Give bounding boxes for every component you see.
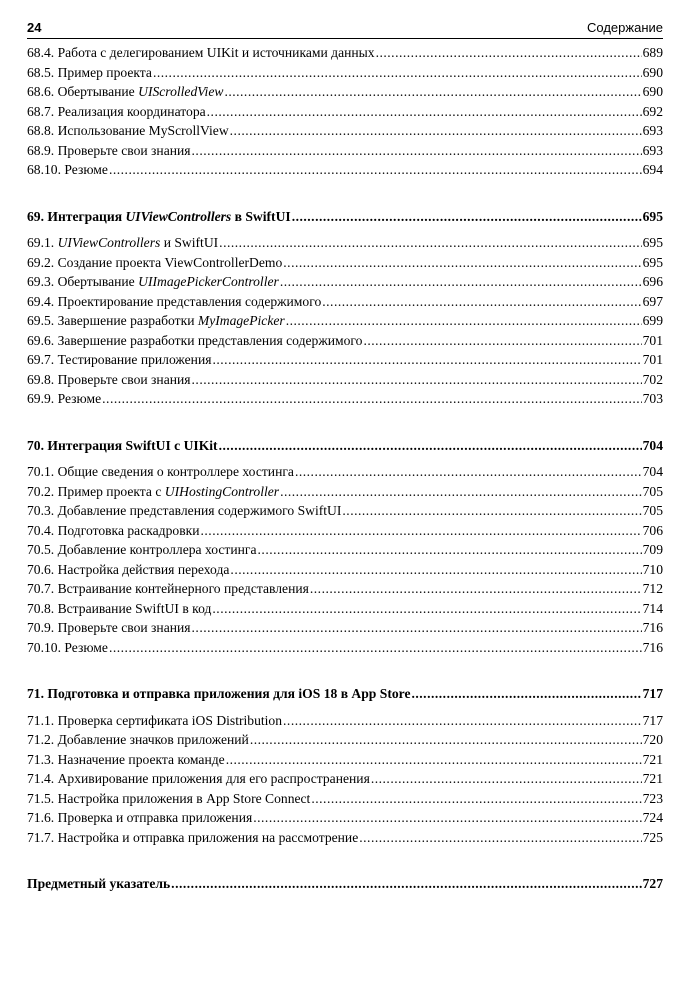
entry-title — [27, 730, 249, 750]
page-ref: 716 — [642, 620, 663, 635]
dot-leader — [153, 63, 642, 83]
toc-entry-row[interactable] — [27, 160, 663, 180]
title-segment: 69.4. Проектирование представления содержимого — [27, 293, 322, 309]
entry-title — [27, 311, 285, 331]
entry-title — [27, 540, 257, 560]
page-header — [27, 20, 663, 39]
toc-entry-row[interactable] — [27, 102, 663, 122]
title-segment: 71.3. Назначение проекта команде — [27, 751, 225, 767]
toc-entry-row[interactable] — [27, 482, 663, 502]
entry-title — [27, 579, 309, 599]
title-segment: MyImagePicker — [197, 313, 285, 328]
page-ref: 695 — [642, 254, 663, 270]
entry-title — [27, 102, 206, 122]
entry-title — [27, 789, 310, 809]
toc-entry-row[interactable] — [27, 808, 663, 828]
title-segment: 70.6. Настройка действия перехода — [27, 561, 230, 577]
page-ref: 693 — [642, 142, 663, 158]
toc-entry-row[interactable] — [27, 370, 663, 390]
title-segment: 71.5. Настройка приложения в App Store Connect — [27, 790, 311, 806]
title-segment: 71. Подготовка и отправка приложения для iOS 18 в App Store — [27, 686, 411, 701]
entry-title — [27, 292, 321, 312]
title-segment: 70. Интеграция SwiftUI с UIKit — [27, 437, 218, 453]
entry-title — [27, 711, 282, 731]
toc-entry-row[interactable] — [27, 730, 663, 750]
toc-entry-row[interactable] — [27, 350, 663, 370]
dot-leader — [192, 370, 642, 390]
page-ref: 701 — [642, 352, 663, 367]
title-segment: 68.8. Использование MyScrollView — [27, 123, 229, 138]
dot-leader — [192, 618, 642, 638]
dot-leader — [109, 160, 642, 180]
page-ref: 695 — [642, 235, 663, 250]
title-segment: UIViewControllers — [125, 208, 232, 224]
title-segment: 70.3. Добавление представления содержимого SwiftUI — [27, 503, 342, 518]
toc-chapter-row[interactable] — [27, 684, 663, 704]
title-segment: UIImagePickerController — [138, 274, 279, 289]
title-segment: UIViewControllers — [57, 235, 161, 250]
dot-leader — [226, 750, 642, 770]
page-ref: 710 — [642, 561, 663, 577]
entry-title — [27, 750, 225, 770]
chapter-title — [27, 874, 170, 894]
page-ref: 690 — [642, 64, 663, 80]
title-segment: 69.6. Завершение разработки представления содержимого — [27, 332, 363, 348]
page-ref: 696 — [642, 274, 663, 289]
page-ref: 724 — [642, 810, 663, 825]
page-ref: 689 — [642, 45, 663, 60]
page-ref: 709 — [642, 542, 663, 557]
dot-leader — [250, 730, 642, 750]
document-page — [27, 20, 663, 894]
page-ref: 723 — [642, 790, 663, 806]
dot-leader — [376, 43, 642, 63]
entry-title — [27, 618, 191, 638]
table-of-contents — [27, 43, 663, 894]
page-ref: 717 — [642, 686, 663, 701]
entry-title — [27, 272, 279, 292]
toc-entry-row[interactable] — [27, 141, 663, 161]
page-ref: 697 — [642, 293, 663, 309]
title-segment: 69.5. Завершение разработки — [27, 313, 198, 328]
title-segment: 69.3. Обертывание — [27, 274, 139, 289]
dot-leader — [258, 540, 642, 560]
title-segment: 70.10. Резюме — [27, 639, 108, 655]
toc-entry-row[interactable] — [27, 63, 663, 83]
entry-title — [27, 350, 211, 370]
toc-chapter-row[interactable] — [27, 436, 663, 456]
title-segment: 68.6. Обертывание — [27, 84, 139, 99]
dot-leader — [371, 769, 642, 789]
title-segment: 70.1. Общие сведения о контроллере хостинга — [27, 464, 294, 479]
title-segment: Предметный указатель — [27, 876, 171, 891]
title-segment: UIScrolledView — [138, 84, 224, 99]
dot-leader — [212, 350, 641, 370]
dot-leader — [292, 207, 642, 227]
page-ref: 705 — [642, 483, 663, 499]
entry-title — [27, 370, 191, 390]
page-ref: 716 — [642, 639, 663, 655]
toc-entry-row[interactable] — [27, 560, 663, 580]
page-ref: 714 — [642, 600, 663, 616]
title-segment: 71.2. Добавление значков приложений — [27, 732, 249, 747]
entry-title — [27, 233, 218, 253]
page-ref: 721 — [642, 751, 663, 767]
toc-entry-row[interactable] — [27, 43, 663, 63]
toc-entry-row[interactable] — [27, 750, 663, 770]
toc-chapter-row[interactable] — [27, 207, 663, 227]
entry-title — [27, 389, 101, 409]
toc-entry-row[interactable] — [27, 331, 663, 351]
dot-leader — [322, 292, 641, 312]
chapter-title — [27, 436, 218, 456]
page-ref: 721 — [642, 771, 663, 786]
entry-title — [27, 501, 341, 521]
toc-entry-row[interactable] — [27, 618, 663, 638]
dot-leader — [280, 272, 642, 292]
entry-title — [27, 43, 375, 63]
dot-leader — [283, 253, 641, 273]
dot-leader — [311, 789, 641, 809]
dot-leader — [230, 560, 641, 580]
chapter-title — [27, 684, 410, 704]
page-ref: 701 — [642, 332, 663, 348]
toc-entry-row[interactable] — [27, 579, 663, 599]
toc-entry-row[interactable] — [27, 272, 663, 292]
dot-leader — [171, 874, 641, 894]
page-ref: 712 — [642, 581, 663, 596]
title-segment: 69. Интеграция — [27, 208, 126, 224]
entry-title — [27, 769, 370, 789]
title-segment: 68.5. Пример проекта — [27, 64, 152, 80]
page-ref: 693 — [642, 123, 663, 138]
page-ref: 717 — [642, 712, 663, 728]
page-ref: 705 — [642, 503, 663, 518]
page-ref: 704 — [642, 464, 663, 479]
dot-leader — [363, 331, 641, 351]
entry-title — [27, 560, 229, 580]
title-segment: 70.4. Подготовка раскадровки — [27, 522, 200, 538]
dot-leader — [219, 233, 641, 253]
title-segment: 69.9. Резюме — [27, 391, 102, 406]
entry-title — [27, 63, 152, 83]
toc-entry-row[interactable] — [27, 638, 663, 658]
dot-leader — [283, 711, 642, 731]
toc-entry-row[interactable] — [27, 292, 663, 312]
toc-entry-row[interactable] — [27, 311, 663, 331]
toc-entry-row[interactable] — [27, 789, 663, 809]
toc-entry-row[interactable] — [27, 711, 663, 731]
entry-title — [27, 462, 294, 482]
entry-title — [27, 638, 108, 658]
dot-leader — [411, 684, 641, 704]
page-ref: 704 — [642, 437, 663, 453]
entry-title — [27, 253, 282, 273]
page-ref: 720 — [642, 732, 663, 747]
toc-entry-row[interactable] — [27, 769, 663, 789]
toc-entry-row[interactable] — [27, 253, 663, 273]
dot-leader — [109, 638, 642, 658]
title-segment: 71.1. Проверка сертификата iOS Distribution — [27, 712, 283, 728]
title-segment: 69.2. Создание проекта ViewControllerDemo — [27, 254, 283, 270]
title-segment: 71.7. Настройка и отправка приложения на рассмотрение — [27, 829, 359, 845]
entry-title — [27, 808, 252, 828]
title-segment: UIHostingController — [164, 483, 280, 499]
dot-leader — [359, 828, 641, 848]
toc-chapter-row[interactable] — [27, 874, 663, 894]
toc-entry-row[interactable] — [27, 521, 663, 541]
entry-title — [27, 828, 358, 848]
entry-title — [27, 121, 229, 141]
toc-entry-row[interactable] — [27, 501, 663, 521]
entry-title — [27, 331, 362, 351]
entry-title — [27, 160, 108, 180]
title-segment: и SwiftUI — [160, 235, 219, 250]
title-segment: 69.7. Тестирование приложения — [27, 352, 212, 367]
page-ref: 725 — [642, 829, 663, 845]
title-segment: 71.6. Проверка и отправка приложения — [27, 810, 253, 825]
page-ref: 692 — [642, 103, 663, 119]
page-ref: 690 — [642, 84, 663, 99]
chapter-title — [27, 207, 291, 227]
title-segment: 68.9. Проверьте свои знания — [27, 142, 191, 158]
dot-leader — [201, 521, 642, 541]
dot-leader — [253, 808, 641, 828]
dot-leader — [102, 389, 641, 409]
title-segment: 68.7. Реализация координатора — [27, 103, 206, 119]
dot-leader — [342, 501, 641, 521]
title-segment: 70.5. Добавление контроллера хостинга — [27, 542, 257, 557]
running-title: Содержание — [587, 20, 663, 35]
toc-entry-row[interactable] — [27, 82, 663, 102]
entry-title — [27, 599, 211, 619]
entry-title — [27, 521, 200, 541]
entry-title — [27, 482, 279, 502]
title-segment: в SwiftUI — [231, 208, 291, 224]
toc-entry-row[interactable] — [27, 233, 663, 253]
dot-leader — [212, 599, 641, 619]
page-ref: 727 — [642, 876, 663, 891]
title-segment: 70.9. Проверьте свои знания — [27, 620, 191, 635]
dot-leader — [192, 141, 642, 161]
toc-entry-row[interactable] — [27, 389, 663, 409]
dot-leader — [295, 462, 642, 482]
title-segment: 68.4. Работа с делегированием UIKit и источниками данных — [27, 45, 375, 60]
title-segment: 70.2. Пример проекта с — [27, 483, 165, 499]
dot-leader — [219, 436, 642, 456]
page-ref: 699 — [642, 313, 663, 328]
toc-entry-row[interactable] — [27, 121, 663, 141]
dot-leader — [207, 102, 642, 122]
toc-entry-row[interactable] — [27, 599, 663, 619]
title-segment: 69.1. — [27, 235, 58, 250]
toc-entry-row[interactable] — [27, 462, 663, 482]
title-segment: 71.4. Архивирование приложения для его распространения — [27, 771, 370, 786]
title-segment: 69.8. Проверьте свои знания — [27, 371, 191, 387]
dot-leader — [280, 482, 642, 502]
page-ref: 702 — [642, 371, 663, 387]
dot-leader — [230, 121, 642, 141]
page-ref: 706 — [642, 522, 663, 538]
dot-leader — [224, 82, 641, 102]
entry-title — [27, 141, 191, 161]
title-segment: 68.10. Резюме — [27, 162, 108, 177]
page-ref: 695 — [642, 208, 663, 224]
page-number: 24 — [27, 20, 42, 35]
page-ref: 703 — [642, 391, 663, 406]
dot-leader — [310, 579, 642, 599]
entry-title — [27, 82, 223, 102]
toc-entry-row[interactable] — [27, 828, 663, 848]
dot-leader — [286, 311, 642, 331]
toc-entry-row[interactable] — [27, 540, 663, 560]
title-segment: 70.7. Встраивание контейнерного представления — [27, 581, 309, 596]
title-segment: 70.8. Встраивание SwiftUI в код — [27, 600, 212, 616]
page-ref: 694 — [642, 162, 663, 177]
